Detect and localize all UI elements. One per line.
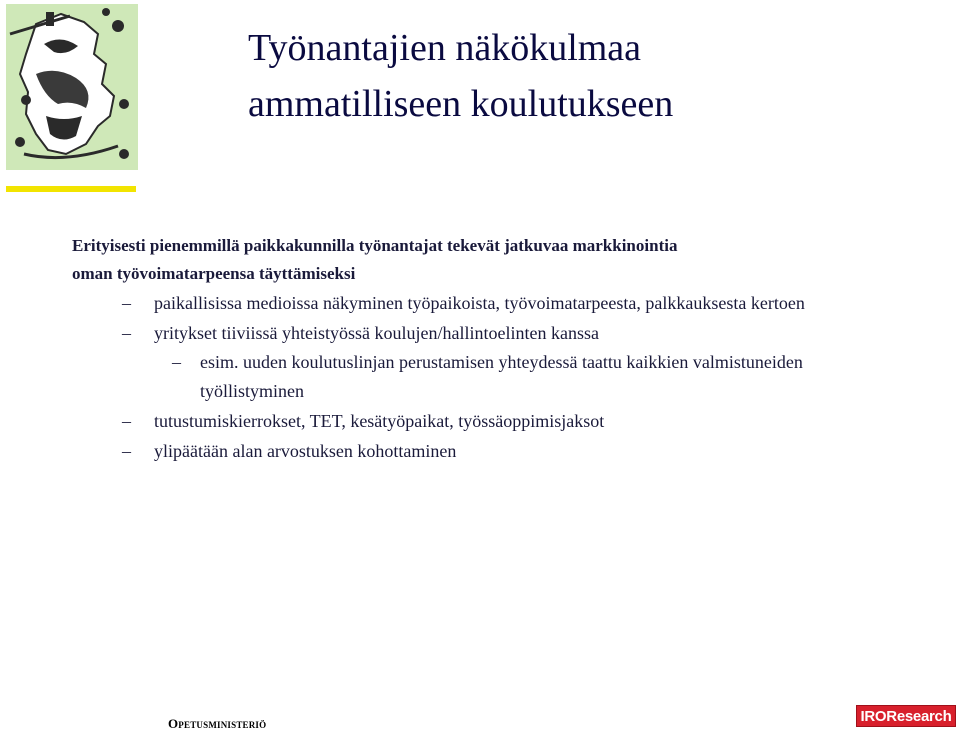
title-line-2: ammatilliseen koulutukseen <box>248 83 674 125</box>
list-item-text: yritykset tiiviissä yhteistyössä koulujen/hallintoelinten kanssa <box>154 323 599 343</box>
list-item-text: ylipäätään alan arvostuksen kohottaminen <box>154 441 457 461</box>
crest-underline <box>6 186 136 192</box>
list-item <box>72 437 892 466</box>
dash-bullet: – <box>172 352 181 372</box>
page-title <box>248 20 868 132</box>
dash-bullet: – <box>122 411 131 431</box>
intro-statement <box>72 232 892 288</box>
sub-list-item <box>72 348 892 406</box>
list-item <box>72 289 892 318</box>
ministry-footer: Opetusministeriö <box>168 716 267 731</box>
dash-bullet: – <box>122 293 131 313</box>
dash-bullet: – <box>122 323 131 343</box>
list-item-text: tutustumiskierrokset, TET, kesätyöpaikat, työssäoppimisjaksot <box>154 411 605 431</box>
slide-body <box>72 232 892 466</box>
iroresearch-logo: IROResearch <box>856 705 956 727</box>
intro-line-2: oman työvoimatarpeensa täyttämiseksi <box>72 264 356 283</box>
list-item-text: paikallisissa medioissa näkyminen työpaikoista, työvoimatarpeesta, palkkauksesta kertoen <box>154 293 805 313</box>
intro-line-1: Erityisesti pienemmillä paikkakunnilla työnantajat tekevät jatkuvaa markkinointia <box>72 236 678 255</box>
finnish-lion-crest-icon <box>6 4 138 170</box>
list-item <box>72 319 892 348</box>
list-item-text: esim. uuden koulutuslinjan perustamisen yhteydessä taattu kaikkien valmistuneiden työllistyminen <box>200 352 803 401</box>
list-item <box>72 407 892 436</box>
title-line-1: Työnantajien näkökulmaa <box>248 27 642 69</box>
dash-bullet: – <box>122 441 131 461</box>
